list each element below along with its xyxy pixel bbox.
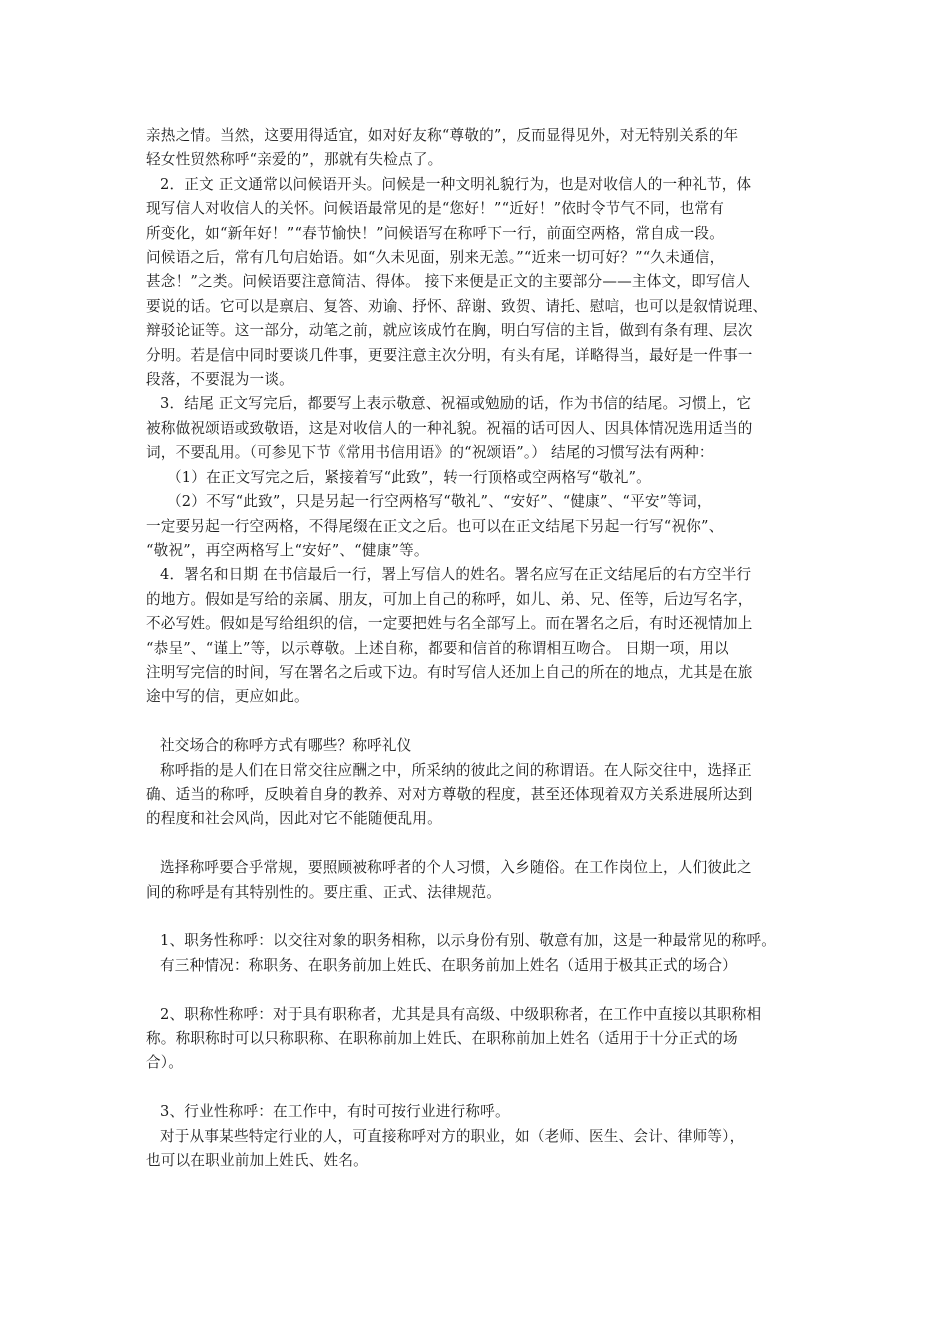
text-line: 合）。: [146, 1054, 184, 1072]
paragraph-gap: [146, 832, 826, 856]
text-line: 选择称呼要合乎常规，要照顾被称呼者的个人习惯，入乡随俗。在工作岗位上，人们彼此之: [160, 859, 752, 877]
section-heading-body: 2．正文 正文通常以问候语开头。问候是一种文明礼貌行为，也是对收信人的一种礼节，体: [160, 175, 752, 193]
paragraph-gap: [146, 905, 826, 929]
text-line: 所变化，如“新年好！”“春节愉快！”问候语写在称呼下一行，前面空两格，常自成一段。: [146, 224, 725, 242]
text-line: 段落，不要混为一谈。: [146, 371, 294, 389]
text-line: 有三种情况：称职务、在职务前加上姓氏、在职务前加上姓名（适用于极其正式的场合）: [160, 956, 737, 974]
text-line: 称呼指的是人们在日常交往应酬之中，所采纳的彼此之间的称谓语。在人际交往中，选择正: [160, 761, 752, 779]
list-item: （2）不写“此致”，只是另起一行空两格写“敬礼”、“安好”、“健康”、“平安”等词，: [167, 493, 712, 511]
text-line: 词，不要乱用。（可参见下节《常用书信用语》的“祝颂语”。） 结尾的习惯写法有两种：: [146, 444, 714, 462]
text-line: “恭呈”、“谨上”等，以示尊敬。上述自称，都要和信首的称谓相互吻合。 日期一项，用以: [146, 639, 729, 657]
text-line: 间的称呼是有其特别性的。要庄重、正式、法律规范。: [146, 883, 502, 901]
article-title: 社交场合的称呼方式有哪些？称呼礼仪: [160, 737, 412, 755]
text-line: 确、适当的称呼，反映着自身的教养、对对方尊敬的程度，甚至还体现着双方关系进展所达到: [146, 785, 753, 803]
section-heading-signature: 4．署名和日期 在书信最后一行，署上写信人的姓名。署名应写在正文结尾后的右方空半行: [160, 566, 752, 584]
text-line: 注明写完信的时间，写在署名之后或下边。有时写信人还加上自己的所在的地点，尤其是在旅: [146, 663, 753, 681]
text-line: 轻女性贸然称呼“亲爱的”，那就有失检点了。: [146, 151, 443, 169]
text-line: 辩驳论证等。这一部分，动笔之前，就应该成竹在胸，明白写信的主旨，做到有条有理、层次: [146, 322, 753, 340]
text-line: 的地方。假如是写给的亲属、朋友，可加上自己的称呼，如儿、弟、兄、侄等，后边写名字，: [146, 590, 753, 608]
list-item-title: 1、职务性称呼：以交往对象的职务相称，以示身份有别、敬意有加，这是一种最常见的称呼。: [160, 932, 777, 950]
text-line: 途中写的信，更应如此。: [146, 688, 309, 706]
text-line: 的程度和社会风尚，因此对它不能随便乱用。: [146, 810, 442, 828]
paragraph-gap: [146, 710, 826, 734]
text-line: “敬祝”，再空两格写上“安好”、“健康”等。: [146, 541, 429, 559]
list-item-title: 2、职称性称呼：对于具有职称者，尤其是具有高级、中级职称者，在工作中直接以其职称相: [160, 1005, 762, 1023]
paragraph-gap: [146, 978, 826, 1002]
list-item: （1）在正文写完之后，紧接着写“此致”，转一行顶格或空两格写“敬礼”。: [167, 468, 651, 486]
text-line: 要说的话。它可以是禀启、复答、劝谕、抒怀、辞谢、致贺、请托、慰唁，也可以是叙情说理、: [146, 297, 768, 315]
section-heading-ending: 3．结尾 正文写完后，都要写上表示敬意、祝福或勉励的话，作为书信的结尾。习惯上，它: [160, 395, 752, 413]
text-line: 甚念！”之类。问候语要注意简洁、得体。 接下来便是正文的主要部分——主体文，即写信人: [146, 273, 751, 291]
text-line: 对于从事某些特定行业的人，可直接称呼对方的职业，如（老师、医生、会计、律师等），: [160, 1127, 745, 1145]
text-line: 称。称职称时可以只称职称、在职称前加上姓氏、在职称前加上姓名（适用于十分正式的场: [146, 1029, 738, 1047]
text-line: 分明。若是信中同时要谈几件事，更要注意主次分明，有头有尾，详略得当，最好是一件事一: [146, 346, 753, 364]
list-item-title: 3、行业性称呼：在工作中，有时可按行业进行称呼。: [160, 1103, 510, 1121]
text-line: 问候语之后，常有几句启始语。如“久未见面，别来无恙。”“近来一切可好？”“久未通信，: [146, 249, 725, 267]
text-line: 不必写姓。假如是写给组织的信，一定要把姓与名全部写上。而在署名之后，有时还视情加上: [146, 615, 753, 633]
document-body: [146, 124, 826, 1173]
text-line: 现写信人对收信人的关怀。问候语最常见的是“您好！”“近好！”依时令节气不同，也常有: [146, 200, 725, 218]
text-line: 被称做祝颂语或致敬语，这是对收信人的一种礼貌。祝福的话可因人、因具体情况选用适当的: [146, 419, 753, 437]
text-line: 也可以在职业前加上姓氏、姓名。: [146, 1151, 368, 1169]
text-line: 一定要另起一行空两格，不得尾缀在正文之后。也可以在正文结尾下另起一行写“祝你”、: [146, 517, 724, 535]
paragraph-gap: [146, 1076, 826, 1100]
text-line: 亲热之情。当然，这要用得适宜，如对好友称“尊敬的”，反而显得见外，对无特别关系的年: [146, 127, 739, 144]
